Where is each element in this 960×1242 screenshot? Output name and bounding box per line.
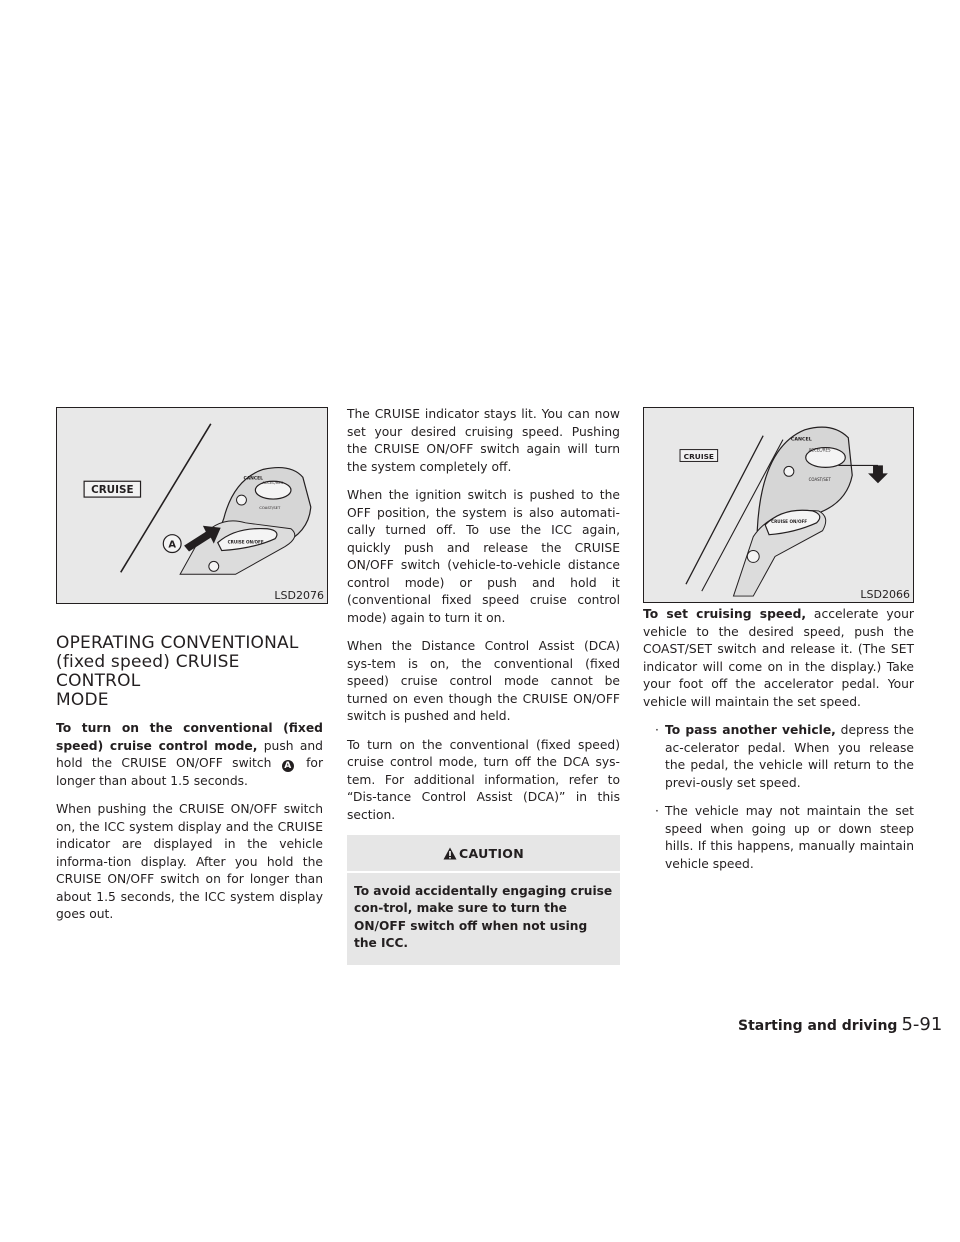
paragraph: To turn on the conventional (fixed speed) cruise control mode, turn off the DCA sys-tem. For additional information, refer to “Dis-tance Control Assist (DCA)” in this section. <box>347 737 620 822</box>
paragraph-text: push and hold the CRUISE ON/OFF switch <box>56 738 323 770</box>
column-2 <box>347 406 620 965</box>
section-title-line-2: (fixed speed) CRUISE CONTROL <box>56 652 240 691</box>
figure-code: LSD2066 <box>860 588 910 601</box>
paragraph <box>56 720 323 790</box>
figure-cruise-switch-left <box>56 407 328 604</box>
paragraph: When pushing the CRUISE ON/OFF switch on, the ICC system display and the CRUISE indicator are displayed in the vehicle informa-tion display. After you hold the CRUISE ON/OFF switch on for longer than about 1.5 seconds, the ICC system display goes out. <box>56 802 323 921</box>
paragraph-text: for longer than about 1.5 seconds. <box>56 756 323 788</box>
paragraph-text: accelerate your vehicle to the desired speed, push the COAST/SET switch and release it. (The SET indicator will come on in the display.) Take your foot off the accelerator pedal. Your vehicle will maintain the set speed. <box>643 607 914 709</box>
paragraph <box>643 606 914 711</box>
accel-res-label: ACCEL/RES <box>808 447 831 453</box>
bullet-list <box>643 722 914 873</box>
paragraph-lead: To set cruising speed, <box>643 607 807 621</box>
page-number: 5-91 <box>901 1014 943 1035</box>
column-1 <box>56 634 323 935</box>
section-title-line-3: MODE <box>56 690 109 710</box>
caution-title: CAUTION <box>459 846 524 861</box>
caution-text: To avoid accidentally engaging cruise con-trol, make sure to turn the ON/OFF switch off when not using the ICC. <box>354 883 613 950</box>
column-3 <box>643 606 914 884</box>
figure-code: LSD2076 <box>274 589 324 602</box>
warning-triangle-icon <box>443 847 457 860</box>
callout-a-badge: A <box>282 760 294 772</box>
list-item: · The vehicle may not maintain the set speed when going up or down steep hills. If this happens, manually maintain vehicle speed. <box>643 803 914 873</box>
section-title <box>56 634 323 710</box>
page-footer <box>738 1014 942 1035</box>
coast-set-label: COAST/SET <box>808 477 831 483</box>
coast-set-label: COAST/SET <box>259 505 281 510</box>
cruise-on-off-label: CRUISE ON/OFF <box>771 518 808 524</box>
cancel-label: CANCEL <box>790 437 812 443</box>
list-item-lead: To pass another vehicle, <box>665 723 836 737</box>
caution-header <box>347 845 620 873</box>
paragraph: The CRUISE indicator stays lit. You can now set your desired cruising speed. Pushing the CRUISE ON/OFF switch again will turn the system completely off. <box>347 407 620 474</box>
paragraph-lead: To turn on the conventional (fixed speed) cruise control mode, <box>56 721 323 753</box>
list-item-text: depress the ac-celerator pedal. When you release the pedal, the vehicle will return to the previ-ously set speed. <box>665 723 914 790</box>
cruise-on-off-label: CRUISE ON/OFF <box>227 539 264 545</box>
callout-a-label: A <box>168 539 177 551</box>
paragraph: When the ignition switch is pushed to the OFF position, the system is also automati-cally turned off. To use the ICC again, quickly push and release the CRUISE ON/OFF switch (vehicle-to-vehicle distance control mode) or push and hold it (conventional fixed speed cruise control mode) again to turn it on. <box>347 488 620 625</box>
accel-res-label: ACCEL/RES <box>262 481 284 486</box>
figure-cruise-switch-right <box>643 407 914 603</box>
footer-section-name: Starting and driving <box>738 1018 898 1034</box>
caution-box <box>347 835 620 965</box>
cancel-label: CANCEL <box>243 476 264 482</box>
section-title-line-1: OPERATING CONVENTIONAL <box>56 633 299 653</box>
steering-switch-illustration-right <box>644 408 913 602</box>
steering-switch-illustration-left <box>57 408 327 603</box>
list-item <box>643 722 914 792</box>
cruise-indicator-label: CRUISE <box>683 451 714 461</box>
cruise-indicator-label: CRUISE <box>91 484 134 497</box>
paragraph: When the Distance Control Assist (DCA) sys-tem is on, the conventional (fixed speed) cruise control mode cannot be turned on even though the CRUISE ON/OFF switch is pushed and held. <box>347 639 620 723</box>
